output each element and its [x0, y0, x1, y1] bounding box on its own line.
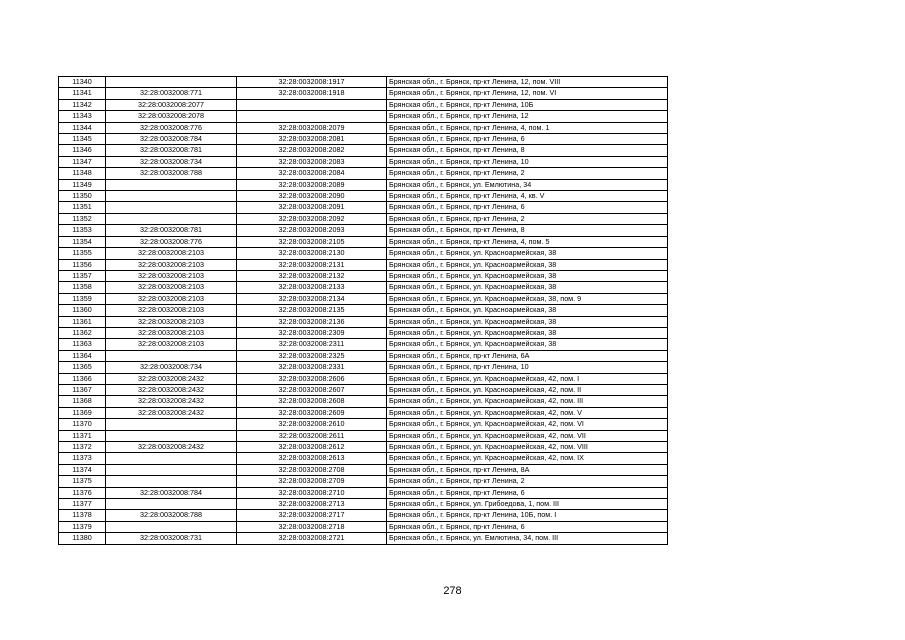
table-row	[59, 270, 668, 281]
cadastral-number-cell: 32:28:0032008:2089	[237, 179, 387, 190]
table-row	[59, 487, 668, 498]
row-number-cell: 11340	[59, 77, 106, 88]
address-cell: Брянская обл., г. Брянск, пр-кт Ленина, 6	[387, 521, 668, 532]
cadastral-number-cell: 32:28:0032008:2709	[237, 476, 387, 487]
address-cell: Брянская обл., г. Брянск, пр-кт Ленина, 8	[387, 145, 668, 156]
table-row	[59, 248, 668, 259]
row-number-cell: 11353	[59, 225, 106, 236]
parent-cadastral-cell: 32:28:0032008:2103	[106, 282, 237, 293]
parent-cadastral-cell: 32:28:0032008:2432	[106, 373, 237, 384]
page-number: 278	[443, 585, 462, 597]
row-number-cell: 11347	[59, 156, 106, 167]
table-row	[59, 453, 668, 464]
parent-cadastral-cell: 32:28:0032008:734	[106, 362, 237, 373]
cadastral-number-cell: 32:28:0032008:2135	[237, 305, 387, 316]
row-number-cell: 11380	[59, 533, 106, 544]
cadastral-number-cell: 32:28:0032008:2091	[237, 202, 387, 213]
parent-cadastral-cell: 32:28:0032008:2432	[106, 384, 237, 395]
cadastral-number-cell: 32:28:0032008:2325	[237, 350, 387, 361]
address-cell: Брянская обл., г. Брянск, пр-кт Ленина, 10	[387, 156, 668, 167]
row-number-cell: 11356	[59, 259, 106, 270]
parent-cadastral-cell: 32:28:0032008:784	[106, 134, 237, 145]
address-cell: Брянская обл., г. Брянск, ул. Красноармейская, 38	[387, 259, 668, 270]
parent-cadastral-cell: 32:28:0032008:776	[106, 236, 237, 247]
parent-cadastral-cell: 32:28:0032008:2103	[106, 259, 237, 270]
address-cell: Брянская обл., г. Брянск, пр-кт Ленина, 12, пом. VI	[387, 88, 668, 99]
table-row	[59, 373, 668, 384]
row-number-cell: 11367	[59, 384, 106, 395]
table-row	[59, 225, 668, 236]
table-row	[59, 350, 668, 361]
row-number-cell: 11374	[59, 464, 106, 475]
table-row	[59, 179, 668, 190]
address-cell: Брянская обл., г. Брянск, пр-кт Ленина, 2	[387, 476, 668, 487]
registry-table-body	[59, 77, 668, 545]
table-row	[59, 305, 668, 316]
address-cell: Брянская обл., г. Брянск, ул. Красноармейская, 38	[387, 327, 668, 338]
row-number-cell: 11354	[59, 236, 106, 247]
parent-cadastral-cell: 32:28:0032008:2103	[106, 316, 237, 327]
address-cell: Брянская обл., г. Брянск, ул. Красноармейская, 38	[387, 248, 668, 259]
row-number-cell: 11361	[59, 316, 106, 327]
cadastral-number-cell: 32:28:0032008:2606	[237, 373, 387, 384]
address-cell: Брянская обл., г. Брянск, ул. Красноармейская, 38	[387, 305, 668, 316]
table-row	[59, 259, 668, 270]
cadastral-number-cell: 32:28:0032008:2081	[237, 134, 387, 145]
parent-cadastral-cell: 32:28:0032008:2432	[106, 442, 237, 453]
cadastral-number-cell: 32:28:0032008:2608	[237, 396, 387, 407]
address-cell: Брянская обл., г. Брянск, пр-кт Ленина, 2	[387, 168, 668, 179]
table-row	[59, 533, 668, 544]
table-row	[59, 111, 668, 122]
parent-cadastral-cell	[106, 202, 237, 213]
parent-cadastral-cell	[106, 521, 237, 532]
parent-cadastral-cell	[106, 419, 237, 430]
table-row	[59, 99, 668, 110]
row-number-cell: 11373	[59, 453, 106, 464]
cadastral-number-cell: 32:28:0032008:2710	[237, 487, 387, 498]
cadastral-number-cell	[237, 99, 387, 110]
address-cell: Брянская обл., г. Брянск, ул. Красноармейская, 42, пом. III	[387, 396, 668, 407]
table-row	[59, 316, 668, 327]
address-cell: Брянская обл., г. Брянск, ул. Емлютина, 34, пом. III	[387, 533, 668, 544]
address-cell: Брянская обл., г. Брянск, пр-кт Ленина, 10Б, пом. I	[387, 510, 668, 521]
address-cell: Брянская обл., г. Брянск, пр-кт Ленина, 10	[387, 362, 668, 373]
table-row	[59, 510, 668, 521]
address-cell: Брянская обл., г. Брянск, ул. Красноармейская, 42, пом. IX	[387, 453, 668, 464]
parent-cadastral-cell	[106, 476, 237, 487]
table-row	[59, 122, 668, 133]
table-row	[59, 191, 668, 202]
parent-cadastral-cell: 32:28:0032008:2077	[106, 99, 237, 110]
parent-cadastral-cell	[106, 77, 237, 88]
cadastral-number-cell: 32:28:0032008:2717	[237, 510, 387, 521]
cadastral-number-cell: 32:28:0032008:2136	[237, 316, 387, 327]
address-cell: Брянская обл., г. Брянск, пр-кт Ленина, 4, пом. 5	[387, 236, 668, 247]
row-number-cell: 11372	[59, 442, 106, 453]
row-number-cell: 11355	[59, 248, 106, 259]
row-number-cell: 11360	[59, 305, 106, 316]
address-cell: Брянская обл., г. Брянск, ул. Красноармейская, 42, пом. VII	[387, 430, 668, 441]
table-row	[59, 88, 668, 99]
cadastral-number-cell: 32:28:0032008:1918	[237, 88, 387, 99]
row-number-cell: 11352	[59, 213, 106, 224]
parent-cadastral-cell: 32:28:0032008:2103	[106, 305, 237, 316]
row-number-cell: 11350	[59, 191, 106, 202]
row-number-cell: 11379	[59, 521, 106, 532]
cadastral-number-cell: 32:28:0032008:2079	[237, 122, 387, 133]
row-number-cell: 11358	[59, 282, 106, 293]
cadastral-number-cell: 32:28:0032008:2311	[237, 339, 387, 350]
cadastral-number-cell: 32:28:0032008:2713	[237, 499, 387, 510]
row-number-cell: 11362	[59, 327, 106, 338]
parent-cadastral-cell: 32:28:0032008:2103	[106, 270, 237, 281]
row-number-cell: 11359	[59, 293, 106, 304]
address-cell: Брянская обл., г. Брянск, пр-кт Ленина, 10Б	[387, 99, 668, 110]
address-cell: Брянская обл., г. Брянск, ул. Красноармейская, 38	[387, 316, 668, 327]
row-number-cell: 11377	[59, 499, 106, 510]
parent-cadastral-cell	[106, 430, 237, 441]
table-row	[59, 521, 668, 532]
address-cell: Брянская обл., г. Брянск, пр-кт Ленина, 6	[387, 487, 668, 498]
row-number-cell: 11342	[59, 99, 106, 110]
row-number-cell: 11369	[59, 407, 106, 418]
address-cell: Брянская обл., г. Брянск, пр-кт Ленина, 4, пом. 1	[387, 122, 668, 133]
address-cell: Брянская обл., г. Брянск, ул. Красноармейская, 42, пом. V	[387, 407, 668, 418]
table-row	[59, 156, 668, 167]
cadastral-number-cell: 32:28:0032008:1917	[237, 77, 387, 88]
cadastral-number-cell: 32:28:0032008:2133	[237, 282, 387, 293]
cadastral-number-cell: 32:28:0032008:2134	[237, 293, 387, 304]
cadastral-number-cell: 32:28:0032008:2093	[237, 225, 387, 236]
parent-cadastral-cell: 32:28:0032008:781	[106, 145, 237, 156]
parent-cadastral-cell: 32:28:0032008:784	[106, 487, 237, 498]
table-row	[59, 327, 668, 338]
address-cell: Брянская обл., г. Брянск, пр-кт Ленина, 12, пом. VIII	[387, 77, 668, 88]
table-row	[59, 442, 668, 453]
cadastral-number-cell: 32:28:0032008:2105	[237, 236, 387, 247]
table-row	[59, 476, 668, 487]
row-number-cell: 11344	[59, 122, 106, 133]
cadastral-number-cell: 32:28:0032008:2612	[237, 442, 387, 453]
cadastral-number-cell: 32:28:0032008:2607	[237, 384, 387, 395]
address-cell: Брянская обл., г. Брянск, пр-кт Ленина, 6А	[387, 350, 668, 361]
row-number-cell: 11370	[59, 419, 106, 430]
cadastral-number-cell: 32:28:0032008:2718	[237, 521, 387, 532]
row-number-cell: 11346	[59, 145, 106, 156]
parent-cadastral-cell: 32:28:0032008:731	[106, 533, 237, 544]
row-number-cell: 11371	[59, 430, 106, 441]
table-row	[59, 339, 668, 350]
address-cell: Брянская обл., г. Брянск, ул. Красноармейская, 42, пом. VI	[387, 419, 668, 430]
row-number-cell: 11345	[59, 134, 106, 145]
cadastral-number-cell: 32:28:0032008:2132	[237, 270, 387, 281]
row-number-cell: 11366	[59, 373, 106, 384]
cadastral-number-cell: 32:28:0032008:2613	[237, 453, 387, 464]
row-number-cell: 11349	[59, 179, 106, 190]
table-row	[59, 77, 668, 88]
row-number-cell: 11378	[59, 510, 106, 521]
address-cell: Брянская обл., г. Брянск, ул. Красноармейская, 38	[387, 270, 668, 281]
table-row	[59, 396, 668, 407]
table-row	[59, 145, 668, 156]
parent-cadastral-cell	[106, 213, 237, 224]
parent-cadastral-cell: 32:28:0032008:776	[106, 122, 237, 133]
parent-cadastral-cell	[106, 499, 237, 510]
row-number-cell: 11363	[59, 339, 106, 350]
row-number-cell: 11365	[59, 362, 106, 373]
cadastral-number-cell: 32:28:0032008:2092	[237, 213, 387, 224]
cadastral-number-cell: 32:28:0032008:2610	[237, 419, 387, 430]
address-cell: Брянская обл., г. Брянск, ул. Грибоедова, 1, пом. III	[387, 499, 668, 510]
document-sheet	[58, 76, 668, 545]
registry-table	[58, 76, 668, 545]
cadastral-number-cell: 32:28:0032008:2609	[237, 407, 387, 418]
cadastral-number-cell	[237, 111, 387, 122]
cadastral-number-cell: 32:28:0032008:2131	[237, 259, 387, 270]
cadastral-number-cell: 32:28:0032008:2309	[237, 327, 387, 338]
address-cell: Брянская обл., г. Брянск, пр-кт Ленина, 8А	[387, 464, 668, 475]
address-cell: Брянская обл., г. Брянск, ул. Красноармейская, 38, пом. 9	[387, 293, 668, 304]
parent-cadastral-cell	[106, 464, 237, 475]
address-cell: Брянская обл., г. Брянск, пр-кт Ленина, 4, кв. V	[387, 191, 668, 202]
table-row	[59, 464, 668, 475]
address-cell: Брянская обл., г. Брянск, ул. Красноармейская, 42, пом. I	[387, 373, 668, 384]
row-number-cell: 11351	[59, 202, 106, 213]
parent-cadastral-cell	[106, 453, 237, 464]
table-row	[59, 202, 668, 213]
parent-cadastral-cell: 32:28:0032008:781	[106, 225, 237, 236]
address-cell: Брянская обл., г. Брянск, пр-кт Ленина, 6	[387, 202, 668, 213]
cadastral-number-cell: 32:28:0032008:2331	[237, 362, 387, 373]
row-number-cell: 11375	[59, 476, 106, 487]
address-cell: Брянская обл., г. Брянск, ул. Красноармейская, 42, пом. VIII	[387, 442, 668, 453]
address-cell: Брянская обл., г. Брянск, ул. Емлютина, 34	[387, 179, 668, 190]
table-row	[59, 430, 668, 441]
row-number-cell: 11357	[59, 270, 106, 281]
parent-cadastral-cell	[106, 179, 237, 190]
parent-cadastral-cell: 32:28:0032008:2103	[106, 339, 237, 350]
table-row	[59, 384, 668, 395]
parent-cadastral-cell: 32:28:0032008:788	[106, 510, 237, 521]
row-number-cell: 11348	[59, 168, 106, 179]
row-number-cell: 11376	[59, 487, 106, 498]
cadastral-number-cell: 32:28:0032008:2611	[237, 430, 387, 441]
parent-cadastral-cell: 32:28:0032008:2432	[106, 407, 237, 418]
table-row	[59, 407, 668, 418]
address-cell: Брянская обл., г. Брянск, пр-кт Ленина, 2	[387, 213, 668, 224]
parent-cadastral-cell: 32:28:0032008:788	[106, 168, 237, 179]
address-cell: Брянская обл., г. Брянск, пр-кт Ленина, 8	[387, 225, 668, 236]
cadastral-number-cell: 32:28:0032008:2084	[237, 168, 387, 179]
address-cell: Брянская обл., г. Брянск, пр-кт Ленина, 6	[387, 134, 668, 145]
row-number-cell: 11368	[59, 396, 106, 407]
parent-cadastral-cell	[106, 350, 237, 361]
table-row	[59, 499, 668, 510]
parent-cadastral-cell: 32:28:0032008:2078	[106, 111, 237, 122]
parent-cadastral-cell: 32:28:0032008:2103	[106, 327, 237, 338]
table-row	[59, 134, 668, 145]
cadastral-number-cell: 32:28:0032008:2090	[237, 191, 387, 202]
parent-cadastral-cell: 32:28:0032008:734	[106, 156, 237, 167]
cadastral-number-cell: 32:28:0032008:2083	[237, 156, 387, 167]
address-cell: Брянская обл., г. Брянск, пр-кт Ленина, 12	[387, 111, 668, 122]
row-number-cell: 11341	[59, 88, 106, 99]
cadastral-number-cell: 32:28:0032008:2721	[237, 533, 387, 544]
cadastral-number-cell: 32:28:0032008:2082	[237, 145, 387, 156]
parent-cadastral-cell: 32:28:0032008:2432	[106, 396, 237, 407]
row-number-cell: 11364	[59, 350, 106, 361]
address-cell: Брянская обл., г. Брянск, ул. Красноармейская, 38	[387, 339, 668, 350]
address-cell: Брянская обл., г. Брянск, ул. Красноармейская, 38	[387, 282, 668, 293]
table-row	[59, 419, 668, 430]
table-row	[59, 213, 668, 224]
address-cell: Брянская обл., г. Брянск, ул. Красноармейская, 42, пом. II	[387, 384, 668, 395]
parent-cadastral-cell	[106, 191, 237, 202]
row-number-cell: 11343	[59, 111, 106, 122]
parent-cadastral-cell: 32:28:0032008:2103	[106, 248, 237, 259]
table-row	[59, 236, 668, 247]
table-row	[59, 362, 668, 373]
parent-cadastral-cell: 32:28:0032008:771	[106, 88, 237, 99]
table-row	[59, 168, 668, 179]
table-row	[59, 282, 668, 293]
parent-cadastral-cell: 32:28:0032008:2103	[106, 293, 237, 304]
table-row	[59, 293, 668, 304]
cadastral-number-cell: 32:28:0032008:2130	[237, 248, 387, 259]
cadastral-number-cell: 32:28:0032008:2708	[237, 464, 387, 475]
